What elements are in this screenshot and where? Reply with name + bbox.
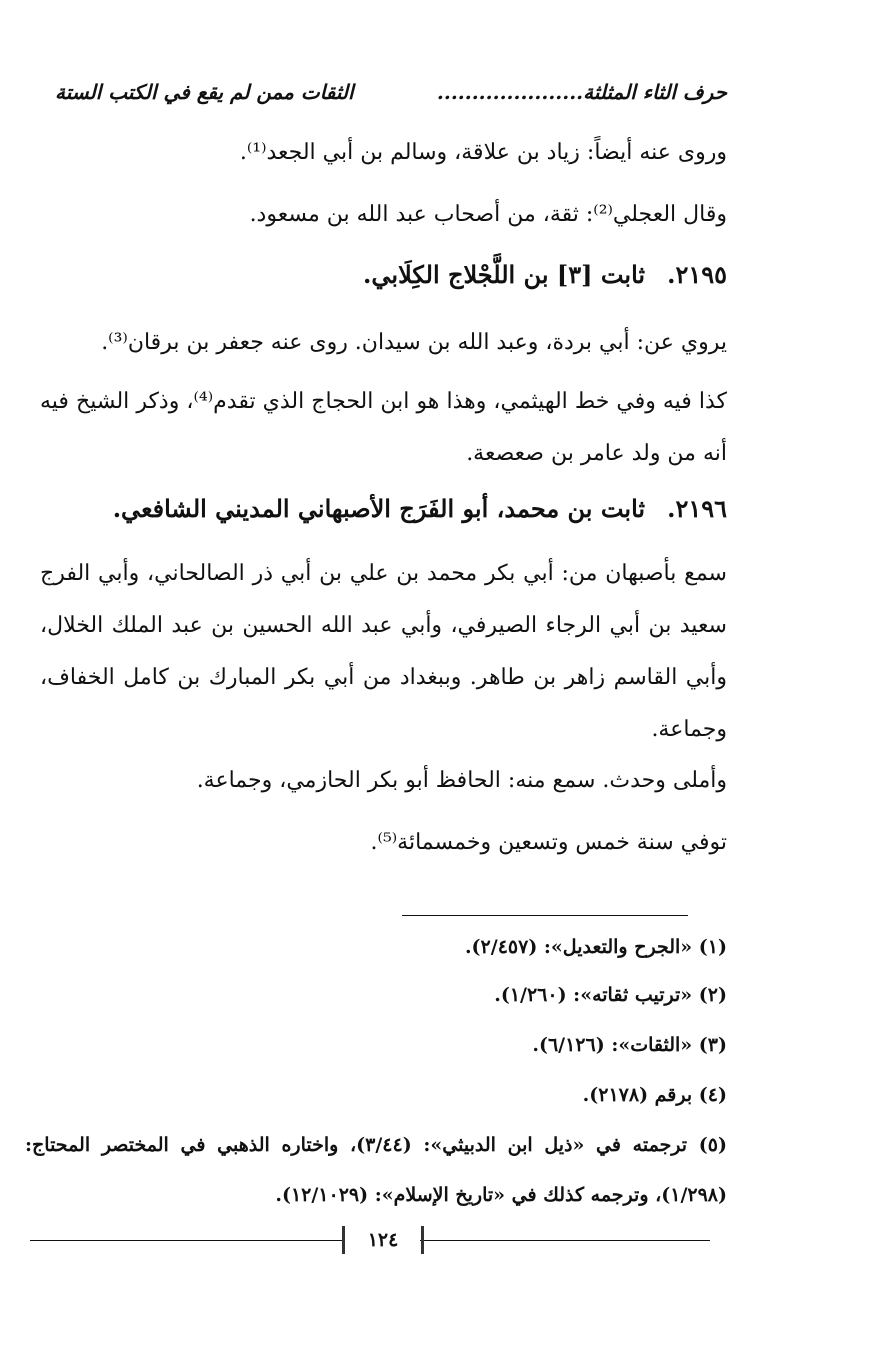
body-line: وقال العجلي⁽²⁾: ثقة، من أصحاب عبد الله بن مسعود.	[249, 202, 727, 227]
footer-rule-right	[420, 1240, 710, 1241]
entry-name: ثابت بن محمد، أبو الفَرَج الأصبهاني المديني الشافعي.	[112, 494, 646, 523]
body-line: وروى عنه أيضاً: زياد بن علاقة، وسالم بن أبي الجعد⁽¹⁾.	[239, 140, 727, 165]
header-chapter: حرف الثاء المثلثة.....................	[436, 80, 727, 104]
footnote: (٢) «ترتيب ثقاته»: (١/٢٦٠).	[494, 984, 727, 1006]
footer-rule-left	[30, 1240, 342, 1241]
footnote: (٣) «الثقات»: (٦/١٢٦).	[532, 1034, 727, 1056]
body-line: توفي سنة خمس وتسعين وخمسمائة⁽⁵⁾.	[370, 830, 727, 855]
body-paragraph: كذا فيه وفي خط الهيثمي، وهذا هو ابن الحجاج الذي تقدم⁽⁴⁾، وذكر الشيخ فيه أنه من ولد عامر بن صعصعة.	[40, 389, 728, 466]
entry-heading	[113, 494, 727, 523]
entry-name: ثابت [٣] بن اللَّجْلاج الكِلَابي.	[363, 260, 646, 289]
page-number: ١٢٤	[342, 1226, 424, 1254]
header-book-title: الثقات ممن لم يقع في الكتب الستة	[55, 80, 354, 104]
body-line: وأملى وحدث. سمع منه: الحافظ أبو بكر الحازمي، وجماعة.	[196, 768, 727, 793]
footnote: (٥) ترجمته في «ذيل ابن الدبيثي»: (٣/٤٤)، واختاره الذهبي في المختصر المحتاج: (١/٢٩٨)، وترجمه كذلك في «تاريخ الإسلام»: (١٢/١٠٢٩).	[25, 1134, 727, 1206]
footnote: (١) «الجرح والتعديل»: (٢/٤٥٧).	[464, 936, 727, 958]
entry-number: ٢١٩٥.	[667, 260, 727, 289]
running-header	[55, 72, 727, 112]
body-paragraph: سمع بأصبهان من: أبي بكر محمد بن علي بن أبي ذر الصالحاني، وأبي الفرج سعيد بن أبي الرجاء الصيرفي، وأبي عبد الله الحسين بن عبد الملك الخلال، وأبي القاسم زاهر بن طاهر. وببغداد من أبي بكر المبارك بن كامل الخفاف، وجماعة.	[40, 561, 727, 742]
body-line: يروي عن: أبي بردة، وعبد الله بن سيدان. روى عنه جعفر بن برقان⁽³⁾.	[101, 330, 727, 355]
entry-heading	[363, 260, 727, 289]
footnote-separator	[402, 915, 688, 916]
entry-number: ٢١٩٦.	[667, 494, 727, 523]
footnote: (٤) برقم (٢١٧٨).	[582, 1084, 727, 1106]
